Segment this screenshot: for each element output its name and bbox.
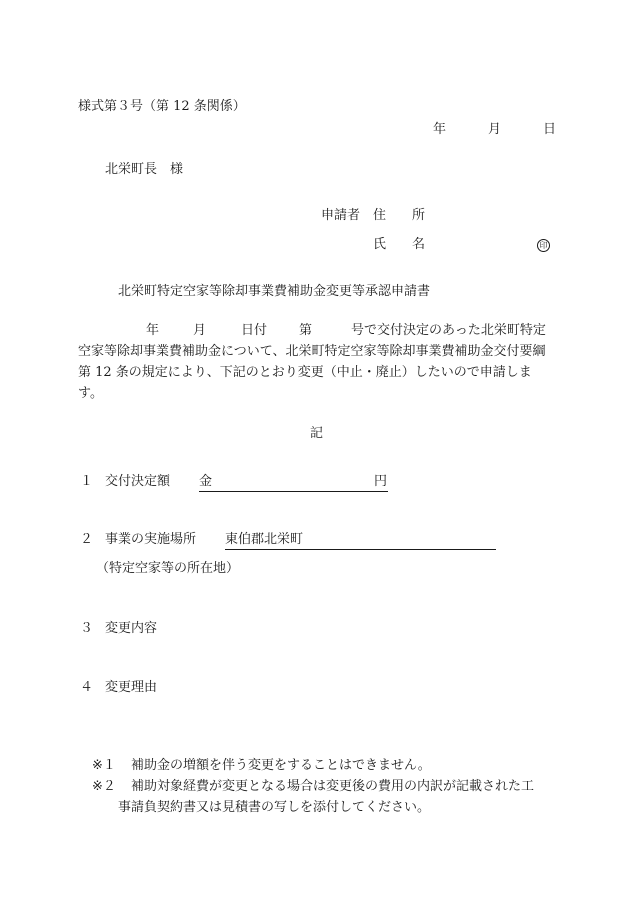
item-1-value-line: [199, 473, 388, 492]
item-1-value-prefix: 金: [199, 474, 213, 489]
item-3-label: 変更内容: [105, 621, 158, 636]
body-text: 空家等除却事業費補助金について、北栄町特定空家等除却事業費補助金交付要綱第 12 条の規定により、下記のとおり変更（中止・廃止）したいので申請します。: [78, 344, 546, 401]
body-number-prefix: 第: [299, 323, 313, 338]
date-day: 日: [543, 122, 557, 137]
addressee: 北栄町長 様: [105, 162, 184, 177]
body-line1-rest: 号で交付決定のあった北栄町特定: [351, 323, 546, 338]
body-year: 年: [146, 323, 160, 338]
item-1-label: 交付決定額: [105, 474, 171, 489]
applicant-label: 申請者: [321, 208, 361, 223]
item-1-number: １: [80, 474, 94, 489]
item-3-number: ３: [80, 621, 94, 636]
item-1-value-suffix: 円: [373, 474, 387, 489]
item-4-number: ４: [80, 680, 94, 695]
note-2-text: 補助対象経費が変更となる場合は変更後の費用の内訳が記載された工: [131, 779, 535, 794]
date-year: 年: [433, 122, 447, 137]
applicant-name-label: 氏 名: [373, 237, 426, 252]
date-month: 月: [488, 122, 502, 137]
note-2-mark: ※２: [92, 779, 116, 794]
body-day: 日付: [241, 323, 268, 338]
body-month: 月: [193, 323, 207, 338]
ki-heading: 記: [310, 426, 324, 441]
item-2-value: 東伯郡北栄町: [225, 532, 304, 547]
note-2-text-continued: 事請負契約書又は見積書の写しを添付してください。: [118, 800, 431, 815]
item-2-label: 事業の実施場所: [105, 532, 197, 547]
item-2-note: （特定空家等の所在地）: [96, 561, 240, 576]
form-number: 様式第３号（第 12 条関係）: [78, 99, 246, 114]
applicant-address-label: 住 所: [373, 208, 426, 223]
item-4-label: 変更理由: [105, 680, 158, 695]
document-title: 北栄町特定空家等除却事業費補助金変更等承認申請書: [118, 284, 431, 299]
seal-mark: 印: [537, 239, 550, 252]
item-2-value-line: [225, 531, 496, 550]
item-2-number: ２: [80, 532, 94, 547]
note-1-mark: ※１: [92, 758, 116, 773]
note-1-text: 補助金の増額を伴う変更をすることはできません。: [131, 758, 431, 773]
